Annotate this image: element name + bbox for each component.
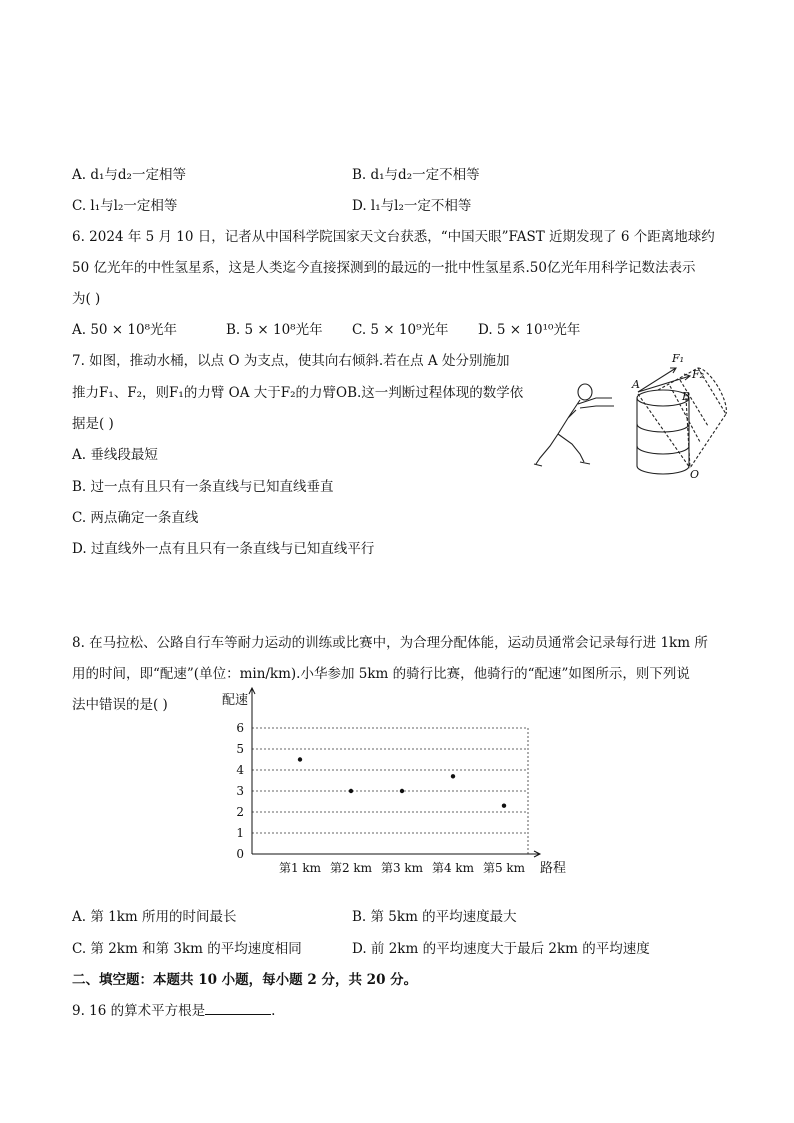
label-f2: F₂ — [692, 368, 705, 381]
q6-stem-line3: 为( ) — [72, 291, 101, 307]
x-axis-label: 路程 — [540, 861, 567, 876]
data-point-3 — [400, 789, 404, 793]
q7-stem-line2: 推力F₁、F₂，则F₁的力臂 OA 大于F₂的力臂OB.这一判断过程体现的数学依 — [72, 385, 524, 401]
q9-text: 9. 16 的算术平方根是 — [72, 1003, 206, 1019]
q7-option-b[interactable]: B. 过一点有且只有一条直线与已知直线垂直 — [72, 479, 334, 495]
q9-stem — [72, 1002, 275, 1020]
q5-option-b[interactable]: B. d₁与d₂一定不相等 — [352, 167, 480, 183]
force-f1-arrow — [638, 368, 676, 392]
y-axis-label: 配速 — [222, 693, 249, 708]
q6-stem-line1: 6. 2024 年 5 月 10 日，记者从中国科学院国家天文台获悉，“中国天眼”FAST 近期发现了 6 个距离地球约 — [72, 229, 715, 245]
q6-option-d[interactable]: D. 5 × 10¹⁰光年 — [478, 322, 581, 338]
q7-bucket-figure — [530, 346, 730, 486]
q8-stem-line2: 用的时间，即“配速”(单位：min/km).小华参加 5km 的骑行比赛，他骑行的“配速”如图所示，则下列说 — [72, 666, 690, 682]
data-point-2 — [349, 789, 353, 793]
lever-arm-oa — [638, 394, 690, 468]
q7-stem-line1: 7. 如图，推动水桶，以点 O 为支点，使其向右倾斜.若在点 A 处分别施加 — [72, 353, 510, 369]
q9-answer-blank[interactable] — [205, 1002, 271, 1015]
data-point-5 — [502, 804, 506, 808]
bucket-ring-2 — [637, 446, 689, 454]
x-tick-5: 第5 km — [482, 861, 526, 875]
x-tick-4: 第4 km — [431, 861, 475, 875]
data-point-1 — [298, 757, 302, 761]
q8-option-c[interactable]: C. 第 2km 和第 3km 的平均速度相同 — [72, 941, 302, 957]
section-fill-blank-heading: 二、填空题：本题共 10 小题，每小题 2 分，共 20 分。 — [72, 972, 418, 988]
y-tick-4: 4 — [236, 763, 244, 777]
q8-option-b[interactable]: B. 第 5km 的平均速度最大 — [352, 909, 517, 925]
label-f1: F₁ — [672, 352, 685, 365]
y-tick-0: 0 — [236, 847, 244, 861]
x-tick-1: 第1 km — [278, 861, 322, 875]
y-tick-1: 1 — [236, 826, 244, 840]
q7-option-d[interactable]: D. 过直线外一点有且只有一条直线与已知直线平行 — [72, 541, 375, 557]
person-body — [536, 398, 614, 464]
person-head — [578, 384, 592, 400]
q6-stem-line2: 50 亿光年的中性氢星系，这是人类迄今直接探测到的最远的一批中性氢星系.50亿光年用科学记数法表示 — [72, 260, 696, 276]
q8-option-a[interactable]: A. 第 1km 所用的时间最长 — [72, 909, 237, 925]
q5-option-d[interactable]: D. l₁与l₂一定不相等 — [352, 198, 472, 214]
q9-end: . — [271, 1003, 276, 1019]
q8-stem-line1: 8. 在马拉松、公路自行车等耐力运动的训练或比赛中，为合理分配体能，运动员通常会记录每行进 1km 所 — [72, 635, 708, 651]
bucket-bottom — [637, 466, 689, 474]
q6-option-a[interactable]: A. 50 × 10⁸光年 — [72, 322, 177, 338]
label-a: A — [632, 378, 640, 391]
q6-option-b[interactable]: B. 5 × 10⁸光年 — [226, 322, 323, 338]
x-tick-3: 第3 km — [380, 861, 424, 875]
q8-option-d[interactable]: D. 前 2km 的平均速度大于最后 2km 的平均速度 — [352, 941, 650, 957]
q5-option-a[interactable]: A. d₁与d₂一定相等 — [72, 167, 186, 183]
label-o: O — [690, 468, 700, 481]
y-tick-5: 5 — [236, 742, 244, 756]
data-point-4 — [451, 774, 455, 778]
q8-stem-line3: 法中错误的是( ) — [72, 697, 168, 713]
y-tick-6: 6 — [236, 721, 244, 735]
pace-chart — [210, 680, 590, 880]
q7-stem-line3: 据是( ) — [72, 416, 114, 432]
y-tick-3: 3 — [236, 784, 244, 798]
q6-option-c[interactable]: C. 5 × 10⁹光年 — [352, 322, 449, 338]
bucket-ring-1 — [637, 424, 689, 432]
q7-option-a[interactable]: A. 垂线段最短 — [72, 447, 158, 463]
y-tick-2: 2 — [236, 805, 244, 819]
q5-option-c[interactable]: C. l₁与l₂一定相等 — [72, 198, 178, 214]
x-tick-2: 第2 km — [329, 861, 373, 875]
label-b: B — [682, 390, 691, 403]
person-feet — [534, 462, 590, 466]
q7-option-c[interactable]: C. 两点确定一条直线 — [72, 510, 199, 526]
